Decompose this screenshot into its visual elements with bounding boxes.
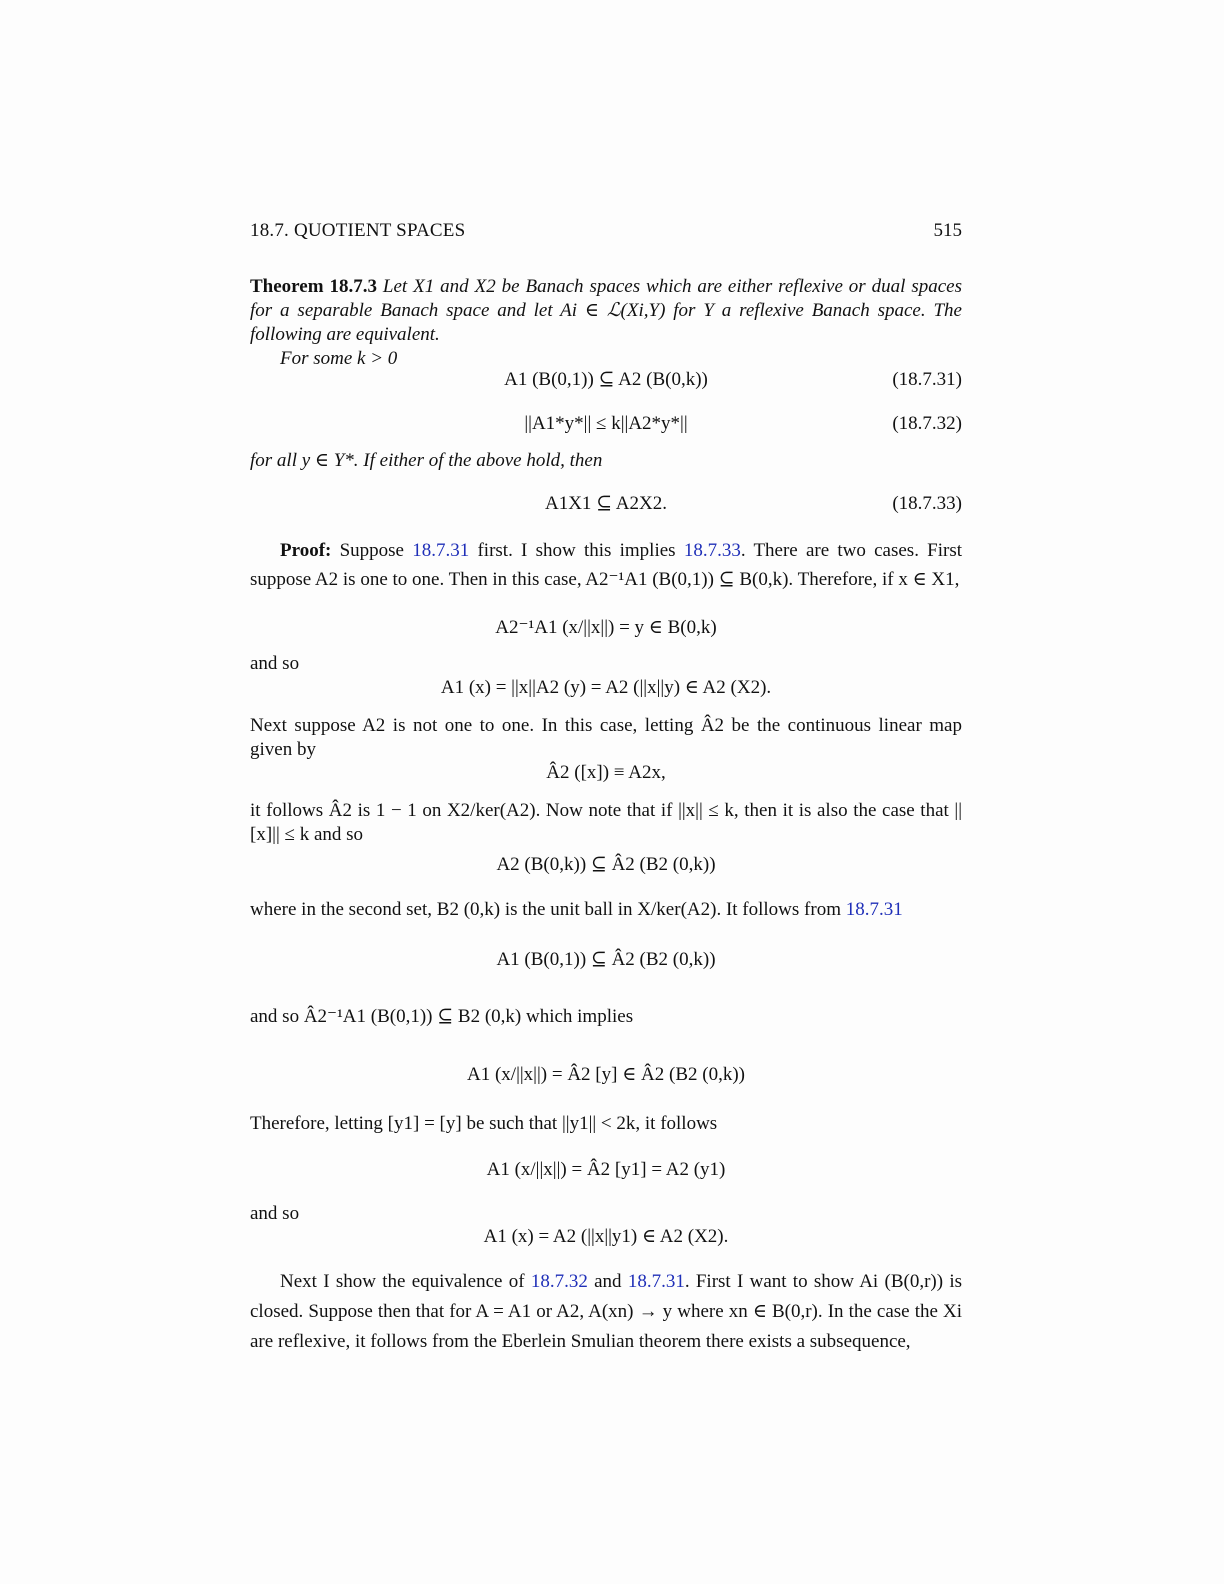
- equation-ball-1: [250, 948, 962, 978]
- page-number: 515: [933, 220, 962, 241]
- theorem-for-some: For some k > 0: [280, 348, 398, 369]
- proof-paragraph-2: Next suppose A2 is not one to one. In this case, letting Â2 be the continuous linear map given by: [250, 715, 962, 760]
- proof-label: Proof:: [280, 540, 332, 561]
- proof-text: first. I show this implies: [477, 540, 676, 561]
- section-title: 18.7. QUOTIENT SPACES: [250, 220, 466, 241]
- equation-body: A1 (x/||x||) = Â2 [y1] = A2 (y1): [486, 1159, 726, 1180]
- proof-paragraph-4: [250, 898, 962, 922]
- equation-y1: [250, 1158, 962, 1188]
- equation-number: (18.7.31): [892, 369, 962, 390]
- proof-paragraph-3: it follows Â2 is 1 − 1 on X2/ker(A2). Now note that if ||x|| ≤ k, then it is also the case that ||[x]|| ≤ k and so: [250, 800, 962, 845]
- ref-link-18-7-32[interactable]: 18.7.32: [530, 1271, 588, 1292]
- proof-text: where in the second set, B2 (0,k) is the unit ball in X/ker(A2). It follows from: [250, 899, 841, 920]
- equation-body: A1 (B(0,1)) ⊆ A2 (B(0,k)): [504, 369, 708, 390]
- and-so-1: and so: [250, 653, 300, 674]
- proof-paragraph-6: Therefore, letting [y1] = [y] be such that ||y1|| < 2k, it follows: [250, 1113, 718, 1134]
- equation-number: (18.7.33): [892, 493, 962, 514]
- theorem-text: Let X1 and X2 be Banach spaces which are either reflexive or dual spaces for a separable Banach space and let Ai ∈ ℒ(Xi,Y) for Y a reflexive Banach space. The following are equivalent.: [250, 276, 962, 345]
- equation-body: A1X1 ⊆ A2X2.: [544, 493, 667, 514]
- equation-ball-k: [250, 853, 962, 883]
- equation-body: A1 (x/||x||) = Â2 [y] ∈ Â2 (B2 (0,k)): [467, 1064, 745, 1085]
- equation-body: ||A1*y*|| ≤ k||A2*y*||: [524, 413, 688, 434]
- equation-body: A1 (x) = A2 (||x||y1) ∈ A2 (X2).: [483, 1226, 729, 1247]
- equation-body: A1 (x) = ||x||A2 (y) = A2 (||x||y) ∈ A2 (X2).: [440, 677, 772, 698]
- running-header: [250, 219, 962, 243]
- and-so-2: and so: [250, 1203, 300, 1224]
- equation-a1x: [250, 676, 962, 706]
- equation-body: A1 (B(0,1)) ⊆ Â2 (B2 (0,k)): [496, 949, 716, 970]
- equation-18-7-33: [250, 492, 962, 522]
- ref-link-18-7-33[interactable]: 18.7.33: [683, 540, 741, 561]
- ref-link-18-7-31[interactable]: 18.7.31: [412, 540, 470, 561]
- equation-18-7-32: [250, 412, 962, 442]
- theorem-statement: [250, 275, 962, 347]
- equation-number: (18.7.32): [892, 413, 962, 434]
- equation-body: Â2 ([x]) ≡ A2x,: [546, 762, 666, 783]
- proof-paragraph-7: [250, 1267, 962, 1357]
- proof-text: Next I show the equivalence of: [280, 1271, 525, 1292]
- proof-text: . First I want to show Ai (B(0,r)) is closed. Suppose then that for A = A1 or A2, A(xn) → y where xn ∈ B(0,r). In the case the Xi are reflexive, it follows from the Eberlein Smulian theorem there exists a subsequence,: [250, 1271, 963, 1352]
- ref-link-18-7-31[interactable]: 18.7.31: [627, 1271, 685, 1292]
- proof-paragraph-5: and so Â2⁻¹A1 (B(0,1)) ⊆ B2 (0,k) which implies: [250, 1006, 634, 1027]
- proof-text: Suppose: [339, 540, 404, 561]
- equation-body: A2⁻¹A1 (x/||x||) = y ∈ B(0,k): [495, 617, 717, 638]
- equation-hat-y: [250, 1063, 962, 1093]
- equation-hat-def: [250, 761, 962, 791]
- equation-body: A2 (B(0,k)) ⊆ Â2 (B2 (0,k)): [496, 854, 716, 875]
- proof-text: and: [594, 1271, 622, 1292]
- proof-paragraph-1: [250, 536, 962, 594]
- theorem-label: Theorem 18.7.3: [250, 276, 377, 297]
- equation-inverse: [250, 616, 962, 646]
- equation-final: [250, 1225, 962, 1255]
- theorem-after: for all y ∈ Y*. If either of the above hold, then: [250, 450, 603, 471]
- equation-18-7-31: [250, 368, 962, 398]
- proof-text: . There are two cases. First suppose A2 is one to one. Then in this case, A2⁻¹A1 (B(0,1)) ⊆ B(0,k). Therefore, if x ∈ X1,: [250, 540, 963, 590]
- ref-link-18-7-31[interactable]: 18.7.31: [845, 899, 903, 920]
